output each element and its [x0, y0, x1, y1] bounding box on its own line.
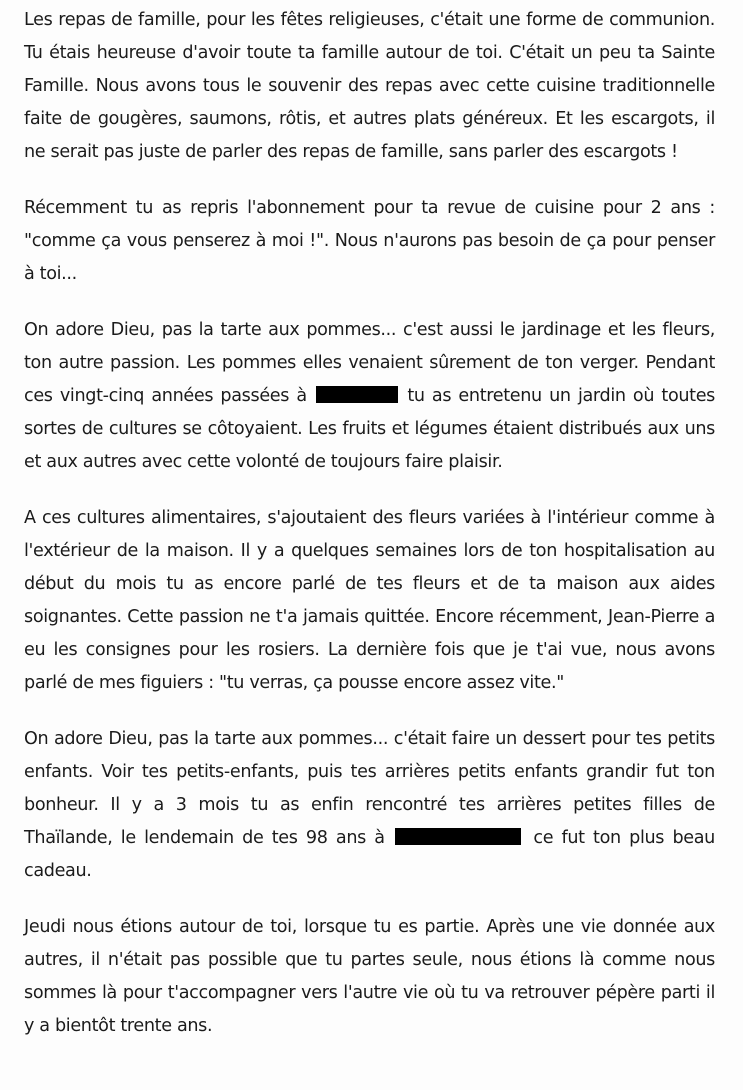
paragraph-family-meals: Les repas de famille, pour les fêtes religieuses, c'était une forme de communion. Tu étais heureuse d'avoir toute ta famille autour de toi. C'était un peu ta Sainte Famille. Nous avons tous le souvenir des repas avec cette cuisine traditionnelle faite de gougères, saumons, rôtis, et autres plats généreux. Et les escargots, il ne serait pas juste de parler des repas de famille, sans parler des escargots ! — [24, 10, 715, 162]
redaction-bar — [395, 828, 521, 845]
paragraph-gardening-text-after: tu as entretenu un jardin où toutes sortes de cultures se côtoyaient. Les fruits et légumes étaient distribués aux uns et aux autres avec cette volonté de toujours faire plaisir. — [24, 386, 715, 472]
paragraph-gardening — [24, 314, 715, 479]
paragraph-flowers: A ces cultures alimentaires, s'ajoutaient des fleurs variées à l'intérieur comme à l'extérieur de la maison. Il y a quelques semaines lors de ton hospitalisation au début du mois tu as encore parlé de tes fleurs et de ta maison aux aides soignantes. Cette passion ne t'a jamais quittée. Encore récemment, Jean-Pierre a eu les consignes pour les rosiers. La dernière fois que je t'ai vue, nous avons parlé de mes figuiers : "tu verras, ça pousse encore assez vite." — [24, 508, 715, 693]
paragraph-grandchildren-text-after: ce fut ton plus beau cadeau. — [24, 828, 715, 881]
redaction-bar — [316, 386, 398, 403]
paragraph-farewell: Jeudi nous étions autour de toi, lorsque tu es partie. Après une vie donnée aux autres, il n'était pas possible que tu partes seule, nous étions là comme nous sommes là pour t'accompagner vers l'autre vie où tu va retrouver pépère parti il y a bientôt trente ans. — [24, 917, 715, 1036]
paragraph-grandchildren-text-before: On adore Dieu, pas la tarte aux pommes... c'était faire un dessert pour tes petits enfants. Voir tes petits-enfants, puis tes arrières petits enfants grandir fut ton bonheur. Il y a 3 mois tu as enfin rencontré tes arrières petites filles de Thaïlande, le lendemain de tes 98 ans à — [24, 729, 715, 848]
paragraph-gardening-text-before: On adore Dieu, pas la tarte aux pommes... c'est aussi le jardinage et les fleurs, ton autre passion. Les pommes elles venaient sûrement de ton verger. Pendant ces vingt-cinq années passées à — [24, 320, 715, 406]
paragraph-cooking-magazine: Récemment tu as repris l'abonnement pour ta revue de cuisine pour 2 ans : "comme ça vous penserez à moi !". Nous n'aurons pas besoin de ça pour penser à toi... — [24, 198, 715, 284]
paragraph-grandchildren — [24, 723, 715, 888]
document-page — [0, 4, 743, 1090]
